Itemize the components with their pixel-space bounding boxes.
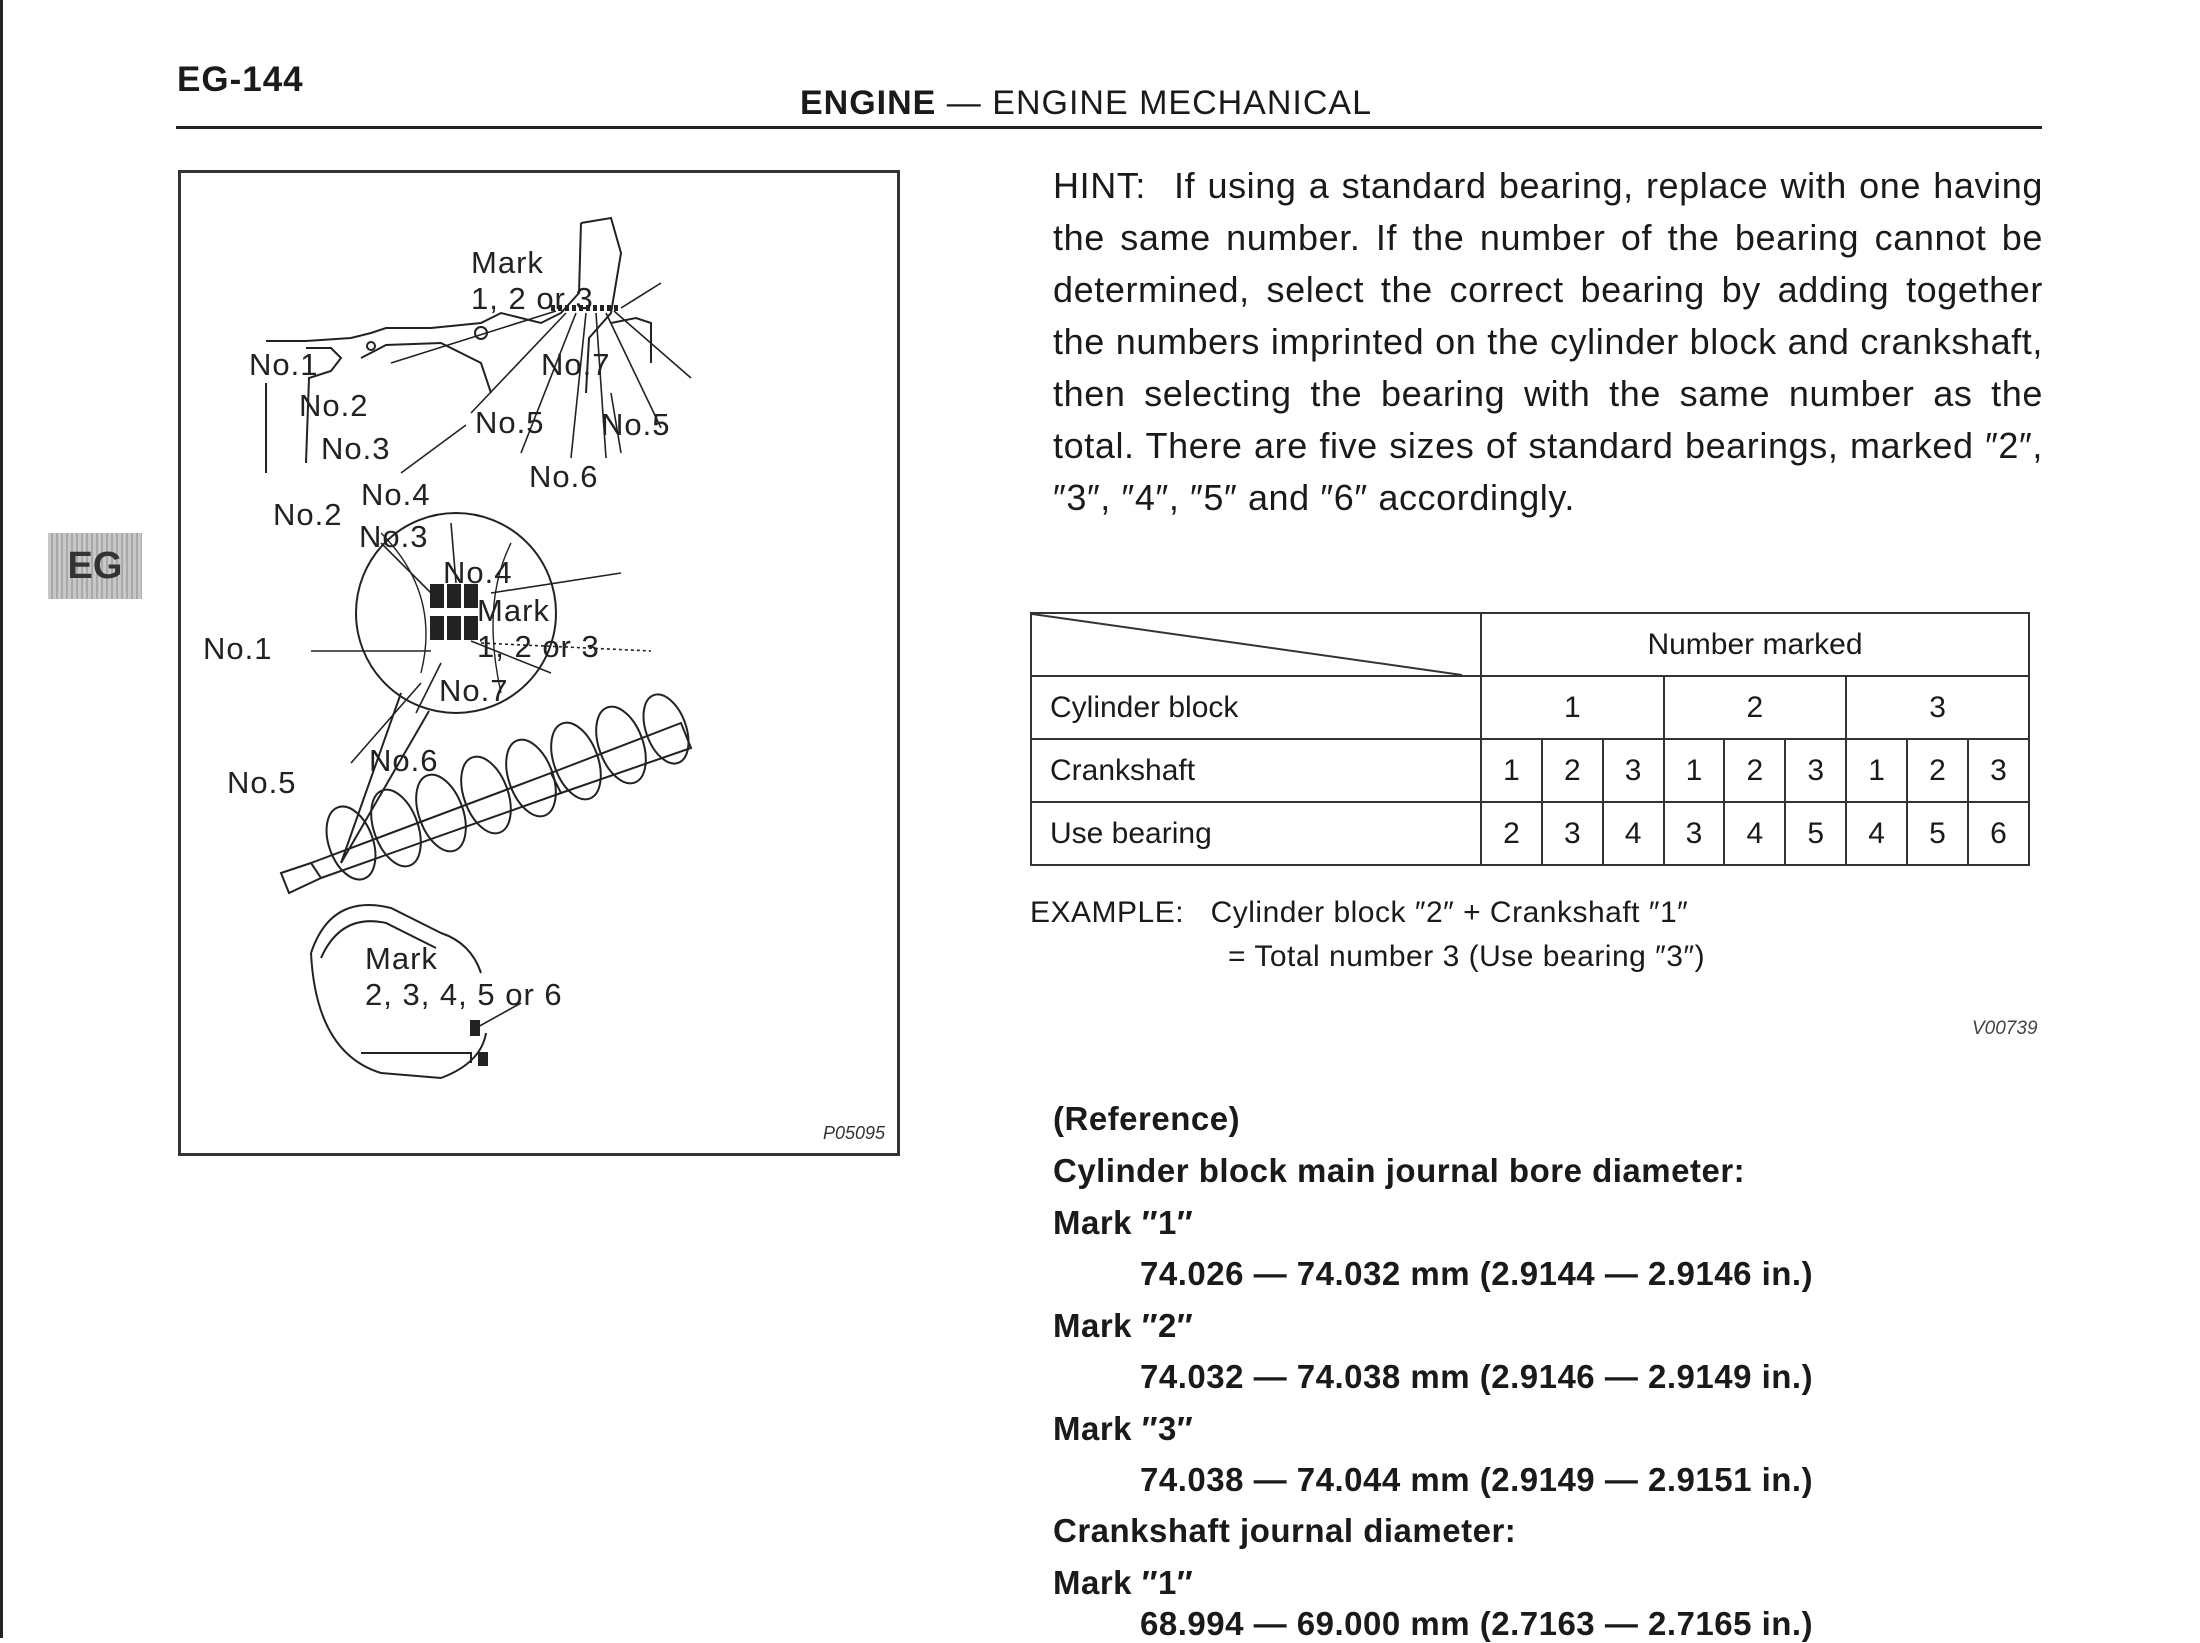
bore-mark-3-value: 74.038 — 74.044 mm (2.9149 — 2.9151 in.) [1140, 1461, 1814, 1498]
table-cell: 5 [1785, 802, 1846, 865]
use-bearing-label: Use bearing [1031, 802, 1481, 865]
table-cell: 4 [1603, 802, 1664, 865]
hint-label: HINT: [1053, 165, 1146, 206]
label-no1-mid: No.1 [203, 631, 273, 666]
table-cell: 1 [1664, 739, 1725, 802]
label-no7-top: No.7 [541, 347, 611, 382]
bore-mark-2: Mark ″2″ [1053, 1307, 1194, 1344]
label-no3-mid: No.3 [359, 519, 429, 554]
table-cell: 4 [1724, 802, 1785, 865]
table-cell: 3 [1664, 802, 1725, 865]
crank-mark-1: Mark ″1″ [1053, 1564, 1194, 1601]
section-tab-eg: EG [48, 533, 142, 599]
label-mark-top-values: 1, 2 or 3 [471, 281, 594, 316]
cylinder-block-row [1031, 676, 2029, 739]
table-cell: 5 [1907, 802, 1968, 865]
label-no5-top: No.5 [601, 407, 671, 442]
table-header-row [1031, 613, 2029, 676]
page-title [800, 84, 1372, 123]
table-cell: 6 [1968, 802, 2029, 865]
label-no4-mid: No.4 [443, 555, 513, 590]
page-number: EG-144 [177, 60, 304, 99]
label-no5-mid: No.5 [227, 765, 297, 800]
table-cell: 1 [1481, 676, 1664, 739]
hint-paragraph [1053, 160, 2043, 524]
label-mark-bottom: Mark [365, 941, 438, 976]
label-no1-top: No.1 [249, 347, 319, 382]
table-cell: 1 [1846, 739, 1907, 802]
table-cell: 2 [1481, 802, 1542, 865]
table-corner-cell [1031, 613, 1481, 676]
table-cell: 3 [1968, 739, 2029, 802]
crank-diameter-heading: Crankshaft journal diameter: [1053, 1512, 1517, 1549]
reference-heading: (Reference) [1053, 1100, 1241, 1137]
table-code: V00739 [1972, 1018, 2038, 1039]
bore-mark-3: Mark ″3″ [1053, 1410, 1194, 1447]
label-mark-bottom-values: 2, 3, 4, 5 or 6 [365, 977, 563, 1012]
bore-mark-2-value: 74.032 — 74.038 mm (2.9146 — 2.9149 in.) [1140, 1358, 1814, 1395]
table-cell: 2 [1907, 739, 1968, 802]
table-cell: 2 [1542, 739, 1603, 802]
table-cell: 3 [1542, 802, 1603, 865]
number-marked-header: Number marked [1481, 613, 2029, 676]
page-title-subsection: ENGINE MECHANICAL [992, 84, 1372, 122]
crank-mark-1-value: 68.994 — 69.000 mm (2.7163 — 2.7165 in.) [1140, 1605, 1814, 1642]
bearing-mark-figure [178, 170, 900, 1156]
label-no2-mid: No.2 [273, 497, 343, 532]
label-mark-top: Mark [471, 245, 544, 280]
crankshaft-drawing [281, 688, 697, 893]
example-line [1030, 896, 1688, 930]
header-rule [176, 126, 2042, 129]
label-no5-top-b: No.5 [475, 405, 545, 440]
figure-code: P05095 [823, 1123, 886, 1143]
bore-diameter-heading: Cylinder block main journal bore diameter: [1053, 1152, 1746, 1189]
example-label: EXAMPLE: [1030, 896, 1185, 929]
crankshaft-label: Crankshaft [1031, 739, 1481, 802]
label-no2-top: No.2 [299, 388, 369, 423]
use-bearing-row [1031, 802, 2029, 865]
example-total: = Total number 3 (Use bearing ″3″) [1228, 940, 1706, 973]
label-no3-top: No.3 [321, 431, 391, 466]
page-title-section: ENGINE [800, 84, 937, 122]
hint-text: If using a standard bearing, replace with one having the same number. If the number of the bearing cannot be determined, select the correct bearing by adding together the numbers imprinted on the cylinder block and crankshaft, then selecting the bearing with the same number as the total. There are five sizes of standard bearings, marked ″2″, ″3″, ″4″, ″5″ and ″6″ accordingly. [1053, 165, 2043, 518]
label-no6-top: No.6 [529, 459, 599, 494]
table-cell: 3 [1785, 739, 1846, 802]
cylinder-block-label: Cylinder block [1031, 676, 1481, 739]
table-cell: 3 [1603, 739, 1664, 802]
bore-mark-1: Mark ″1″ [1053, 1204, 1194, 1241]
table-cell: 2 [1664, 676, 1847, 739]
bore-mark-1-value: 74.026 — 74.032 mm (2.9144 — 2.9146 in.) [1140, 1255, 1814, 1292]
bearing-selection-table [1030, 612, 2030, 866]
crankshaft-row [1031, 739, 2029, 802]
example-text: Cylinder block ″2″ + Crankshaft ″1″ [1210, 896, 1689, 929]
table-cell: 1 [1481, 739, 1542, 802]
table-cell: 2 [1724, 739, 1785, 802]
diagonal-line [1032, 614, 1462, 675]
label-no4-top: No.4 [361, 477, 431, 512]
page-title-separator: — [936, 84, 993, 122]
table-cell: 3 [1846, 676, 2029, 739]
label-mark-mid: Mark [477, 593, 550, 628]
page-left-edge [0, 0, 3, 1638]
label-no6-mid: No.6 [369, 743, 439, 778]
label-no7-mid: No.7 [439, 673, 509, 708]
label-mark-mid-values: 1, 2 or 3 [477, 629, 600, 664]
table-cell: 4 [1846, 802, 1907, 865]
